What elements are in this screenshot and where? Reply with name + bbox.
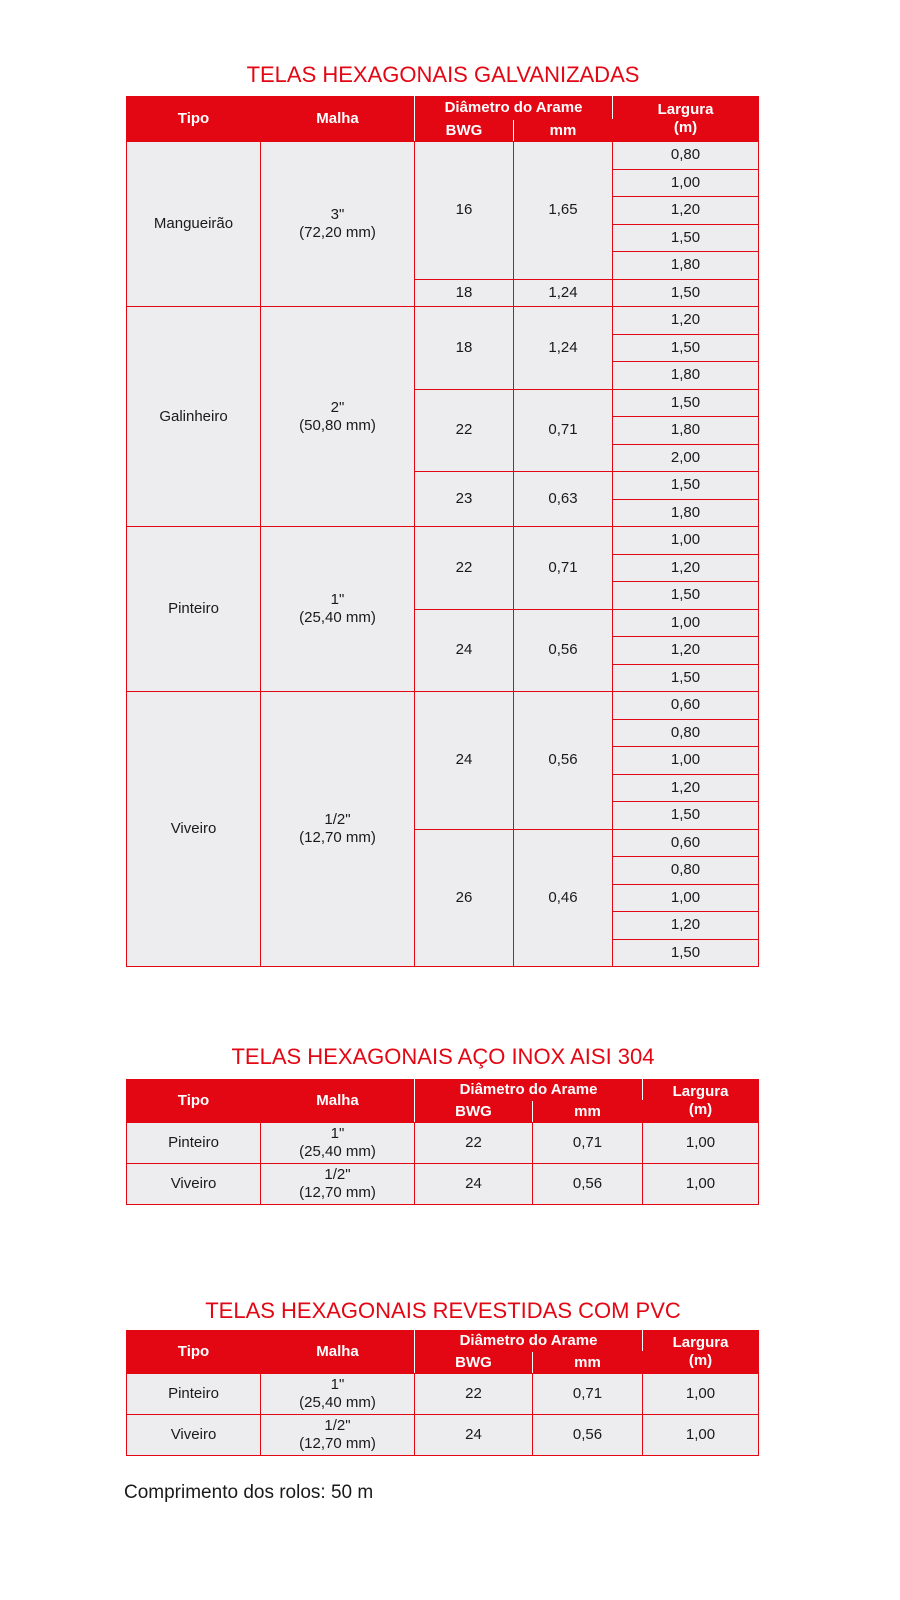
largura-cell: 1,00 bbox=[643, 1164, 759, 1205]
header-bwg: BWG bbox=[415, 120, 514, 142]
tipo-cell: Pinteiro bbox=[127, 1123, 261, 1164]
largura-cell: 1,20 bbox=[613, 774, 759, 802]
header-largura: Largura (m) bbox=[643, 1080, 759, 1123]
mm-cell: 0,63 bbox=[514, 472, 613, 527]
header-malha: Malha bbox=[261, 1080, 415, 1123]
tipo-cell: Galinheiro bbox=[127, 307, 261, 527]
malha-cell: 2" (50,80 mm) bbox=[261, 307, 415, 527]
largura-cell: 1,50 bbox=[613, 939, 759, 967]
largura-cell: 1,20 bbox=[613, 912, 759, 940]
header-largura: Largura (m) bbox=[613, 97, 759, 142]
header-bwg: BWG bbox=[415, 1101, 533, 1123]
header-tipo: Tipo bbox=[127, 1331, 261, 1374]
galvanizadas-title: TELAS HEXAGONAIS GALVANIZADAS bbox=[246, 62, 640, 87]
bwg-cell: 22 bbox=[415, 1374, 533, 1415]
bwg-cell: 24 bbox=[415, 1415, 533, 1456]
mm-cell: 0,46 bbox=[514, 829, 613, 967]
table-row bbox=[127, 692, 759, 720]
largura-cell: 1,80 bbox=[613, 252, 759, 280]
mm-cell: 0,56 bbox=[533, 1415, 643, 1456]
header-malha: Malha bbox=[261, 97, 415, 142]
malha-cell: 1" (25,40 mm) bbox=[261, 1374, 415, 1415]
header-diametro: Diâmetro do Arame bbox=[415, 1331, 643, 1352]
largura-cell: 0,60 bbox=[613, 692, 759, 720]
tipo-cell: Mangueirão bbox=[127, 142, 261, 307]
header-largura: Largura (m) bbox=[643, 1331, 759, 1374]
roll-length-note: Comprimento dos rolos: 50 m bbox=[124, 1482, 374, 1503]
inox-title: TELAS HEXAGONAIS AÇO INOX AISI 304 bbox=[231, 1044, 655, 1069]
inox-table bbox=[126, 1079, 759, 1205]
largura-cell: 0,80 bbox=[613, 142, 759, 170]
header-mm: mm bbox=[533, 1101, 643, 1123]
tipo-cell: Pinteiro bbox=[127, 1374, 261, 1415]
largura-cell: 1,80 bbox=[613, 499, 759, 527]
largura-cell: 1,00 bbox=[613, 527, 759, 555]
malha-cell: 1/2" (12,70 mm) bbox=[261, 1415, 415, 1456]
largura-cell: 1,20 bbox=[613, 197, 759, 225]
bwg-cell: 18 bbox=[415, 307, 514, 390]
largura-cell: 1,80 bbox=[613, 417, 759, 445]
table-row bbox=[127, 142, 759, 170]
largura-cell: 1,00 bbox=[643, 1415, 759, 1456]
mm-cell: 0,71 bbox=[533, 1374, 643, 1415]
header-diametro: Diâmetro do Arame bbox=[415, 1080, 643, 1101]
mm-cell: 1,65 bbox=[514, 142, 613, 280]
malha-cell: 3" (72,20 mm) bbox=[261, 142, 415, 307]
largura-cell: 1,50 bbox=[613, 334, 759, 362]
mm-cell: 1,24 bbox=[514, 307, 613, 390]
largura-cell: 1,50 bbox=[613, 582, 759, 610]
header-bwg: BWG bbox=[415, 1352, 533, 1374]
tipo-cell: Viveiro bbox=[127, 692, 261, 967]
table-row bbox=[127, 1164, 759, 1205]
largura-cell: 1,50 bbox=[613, 389, 759, 417]
mm-cell: 0,71 bbox=[514, 527, 613, 610]
largura-cell: 1,50 bbox=[613, 224, 759, 252]
header-diametro: Diâmetro do Arame bbox=[415, 97, 613, 120]
largura-cell: 1,50 bbox=[613, 664, 759, 692]
table-row bbox=[127, 1123, 759, 1164]
bwg-cell: 18 bbox=[415, 279, 514, 307]
table-row bbox=[127, 1415, 759, 1456]
mm-cell: 1,24 bbox=[514, 279, 613, 307]
mm-cell: 0,56 bbox=[514, 609, 613, 692]
header-mm: mm bbox=[514, 120, 613, 142]
bwg-cell: 23 bbox=[415, 472, 514, 527]
malha-cell: 1/2" (12,70 mm) bbox=[261, 692, 415, 967]
header-tipo: Tipo bbox=[127, 1080, 261, 1123]
largura-cell: 1,00 bbox=[643, 1123, 759, 1164]
table-row bbox=[127, 1374, 759, 1415]
galvanizadas-table bbox=[126, 96, 759, 967]
table-row bbox=[127, 527, 759, 555]
malha-cell: 1" (25,40 mm) bbox=[261, 527, 415, 692]
largura-cell: 0,60 bbox=[613, 829, 759, 857]
bwg-cell: 22 bbox=[415, 1123, 533, 1164]
tipo-cell: Viveiro bbox=[127, 1415, 261, 1456]
largura-cell: 1,50 bbox=[613, 279, 759, 307]
largura-cell: 1,00 bbox=[613, 884, 759, 912]
largura-cell: 0,80 bbox=[613, 719, 759, 747]
largura-cell: 0,80 bbox=[613, 857, 759, 885]
bwg-cell: 24 bbox=[415, 692, 514, 830]
pvc-title: TELAS HEXAGONAIS REVESTIDAS COM PVC bbox=[205, 1298, 681, 1323]
pvc-table bbox=[126, 1330, 759, 1456]
largura-cell: 2,00 bbox=[613, 444, 759, 472]
malha-cell: 1" (25,40 mm) bbox=[261, 1123, 415, 1164]
malha-cell: 1/2" (12,70 mm) bbox=[261, 1164, 415, 1205]
table-row bbox=[127, 307, 759, 335]
tipo-cell: Viveiro bbox=[127, 1164, 261, 1205]
mm-cell: 0,71 bbox=[533, 1123, 643, 1164]
header-malha: Malha bbox=[261, 1331, 415, 1374]
mm-cell: 0,56 bbox=[514, 692, 613, 830]
largura-cell: 1,20 bbox=[613, 554, 759, 582]
largura-cell: 1,00 bbox=[613, 747, 759, 775]
header-mm: mm bbox=[533, 1352, 643, 1374]
bwg-cell: 24 bbox=[415, 609, 514, 692]
largura-cell: 1,50 bbox=[613, 472, 759, 500]
largura-cell: 1,20 bbox=[613, 307, 759, 335]
bwg-cell: 16 bbox=[415, 142, 514, 280]
largura-cell: 1,00 bbox=[613, 609, 759, 637]
bwg-cell: 22 bbox=[415, 389, 514, 472]
header-tipo: Tipo bbox=[127, 97, 261, 142]
tipo-cell: Pinteiro bbox=[127, 527, 261, 692]
largura-cell: 1,50 bbox=[613, 802, 759, 830]
largura-cell: 1,00 bbox=[613, 169, 759, 197]
largura-cell: 1,20 bbox=[613, 637, 759, 665]
largura-cell: 1,80 bbox=[613, 362, 759, 390]
bwg-cell: 22 bbox=[415, 527, 514, 610]
bwg-cell: 26 bbox=[415, 829, 514, 967]
mm-cell: 0,56 bbox=[533, 1164, 643, 1205]
mm-cell: 0,71 bbox=[514, 389, 613, 472]
largura-cell: 1,00 bbox=[643, 1374, 759, 1415]
bwg-cell: 24 bbox=[415, 1164, 533, 1205]
